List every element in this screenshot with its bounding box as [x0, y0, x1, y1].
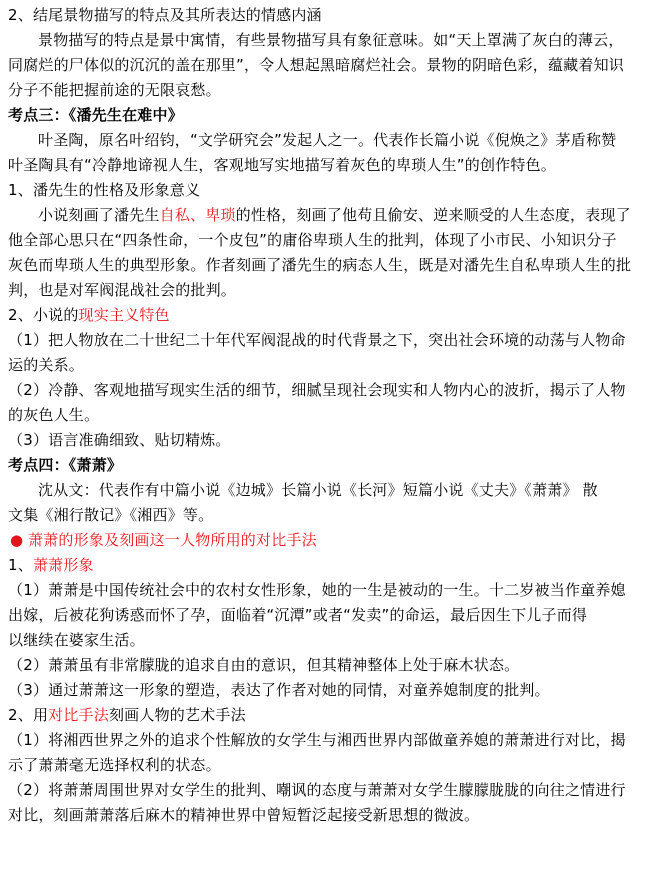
- section-heading: 考点四：《萧萧》: [8, 456, 123, 474]
- paragraph-line: 沈从文：代表作有中篇小说《边城》长篇小说《长河》短篇小说《丈夫》《萧萧》 散: [38, 481, 598, 499]
- paragraph-line: 景物描写的特点是景中寓情，有些景物描写具有象征意味。如“天上罩满了灰白的薄云，: [38, 31, 624, 49]
- paragraph-line: 分子不能把握前途的无限哀愁。: [8, 81, 221, 99]
- bullet-dot-icon: ●: [10, 531, 24, 549]
- paragraph-line: 出嫁，后被花狗诱惑而怀了孕，面临着“沉潭”或者“发卖”的命运，最后因生下儿子而得: [8, 606, 588, 624]
- paragraph-line: （1）萧萧是中国传统社会中的农村女性形象，她的一生是被动的一生。十二岁被当作童养媳: [8, 581, 626, 599]
- highlight-text: 对比手法: [48, 706, 109, 724]
- paragraph-line: [8, 703, 648, 728]
- bullet-item: [8, 528, 648, 553]
- highlight-text: 自私、卑琐: [159, 206, 236, 224]
- paragraph-line: [8, 303, 648, 328]
- paragraph-line: （2）萧萧虽有非常朦胧的追求自由的意识，但其精神整体上处于麻木状态。: [8, 656, 520, 674]
- paragraph-line: 叶圣陶，原名叶绍钧，“文学研究会”发起人之一。代表作长篇小说《倪焕之》茅盾称赞: [38, 131, 617, 149]
- paragraph-line: 同腐烂的尸体似的沉沉的盖在那里”，令人想起黑暗腐烂社会。景物的阴暗色彩，蕴藏着知识: [8, 56, 624, 74]
- paragraph-line: 叶圣陶具有“冷静地谛视人生，客观地写实地描写着灰色的卑琐人生”的创作特色。: [8, 156, 556, 174]
- paragraph-line: （3）语言准确细致、贴切精炼。: [8, 431, 231, 449]
- paragraph-line: 对比，刻画萧萧落后麻木的精神世界中曾短暂泛起接受新思想的微波。: [8, 806, 480, 824]
- paragraph-line: 运的关系。: [8, 356, 85, 374]
- paragraph-line: 2、结尾景物描写的特点及其所表达的情感内涵: [8, 6, 322, 24]
- text-segment: 刻画人物的艺术手法: [108, 706, 246, 724]
- paragraph-line: 判，也是对军阀混战社会的批判。: [8, 281, 237, 299]
- paragraph-line: （2）冷静、客观地描写现实生活的细节，细腻呈现社会现实和人物内心的波折，揭示了人物: [8, 381, 626, 399]
- paragraph-line: 文集《湘行散记》《湘西》等。: [8, 506, 214, 524]
- text-segment: 的性格，刻画了他苟且偷安、逆来顺受的人生态度，表现了: [235, 206, 631, 224]
- paragraph-line: （3）通过萧萧这一形象的塑造，表达了作者对她的同情，对童养媳制度的批判。: [8, 681, 550, 699]
- text-segment: 1、: [8, 556, 33, 574]
- paragraph-line: [8, 203, 648, 228]
- paragraph-line: 示了萧萧毫无选择权利的状态。: [8, 756, 221, 774]
- text-segment: 2、用: [8, 706, 49, 724]
- bullet-text: 萧萧的形象及刻画这一人物所用的对比手法: [28, 531, 317, 549]
- paragraph-line: 以继续在婆家生活。: [8, 631, 145, 649]
- paragraph-line: （2）将萧萧周围世界对女学生的批判、嘲讽的态度与萧萧对女学生朦朦胧胧的向往之情进行: [8, 781, 626, 799]
- paragraph-line: 他全部心思只在“四条性命，一个皮包”的庸俗卑琐人生的批判，体现了小市民、小知识分子: [8, 231, 617, 249]
- section-heading: 考点三：《潘先生在难中》: [8, 106, 183, 124]
- paragraph-line: （1）把人物放在二十世纪二十年代军阀混战的时代背景之下，突出社会环境的动荡与人物命: [8, 331, 626, 349]
- highlight-text: 现实主义特色: [78, 306, 170, 324]
- text-segment: 2、小说的: [8, 306, 79, 324]
- paragraph-line: 的灰色人生。: [8, 406, 100, 424]
- paragraph-line: [8, 553, 648, 578]
- highlight-text: 萧萧形象: [32, 556, 94, 574]
- paragraph-line: 1、潘先生的性格及形象意义: [8, 181, 201, 199]
- paragraph-line: （1）将湘西世界之外的追求个性解放的女学生与湘西世界内部做童养媳的萧萧进行对比，揭: [8, 731, 626, 749]
- text-segment: 小说刻画了潘先生: [38, 206, 160, 224]
- paragraph-line: 灰色而卑琐人生的典型形象。作者刻画了潘先生的病态人生，既是对潘先生自私卑琐人生的批: [8, 256, 632, 274]
